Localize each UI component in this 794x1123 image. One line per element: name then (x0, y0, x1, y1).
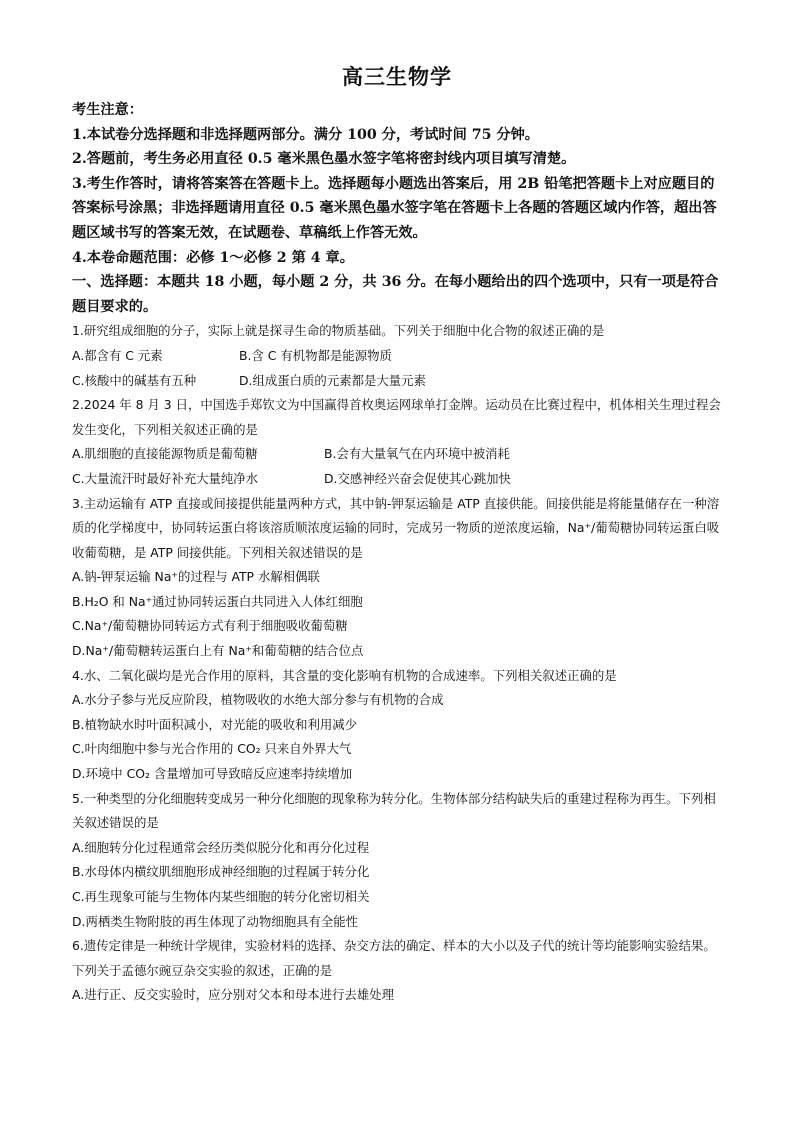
option-d: D.两栖类生物附肢的再生体现了动物细胞具有全能性 (72, 913, 359, 929)
question-stem: 2.2024 年 8 月 3 日，中国选手郑钦文为中国赢得首枚奥运网球单打金牌。运动员在比赛过程中，机体相关生理过程会发生变化，下列相关叙述正确的是 (72, 397, 721, 437)
option-d: D.Na⁺/葡萄糖转运蛋白上有 Na⁺和葡萄糖的结合位点 (72, 643, 364, 659)
option-a: A.都含有 C 元素 (72, 347, 163, 363)
question-stem: 5.一种类型的分化细胞转变成另一种分化细胞的现象称为转分化。生物体部分结构缺失后的重建过程称为再生。下列相关叙述错误的是 (72, 790, 716, 831)
notice-block (72, 98, 722, 270)
page-title: 高三生物学 (342, 64, 452, 89)
option-row (72, 344, 722, 369)
option-a: A.细胞转分化过程通常会经历类似脱分化和再分化过程 (72, 839, 370, 855)
option-c: C.Na⁺/葡萄糖协同转运方式有利于细胞吸收葡萄糖 (72, 618, 348, 634)
option-c: C.再生现象可能与生物体内某些细胞的转分化密切相关 (72, 889, 370, 904)
option-d: D.组成蛋白质的元素都是大量元素 (239, 372, 426, 388)
question-stem: 6.遗传定律是一种统计学规律，实验材料的选择、杂交方法的确定、样本的大小以及子代的统计等均能影响实验结果。下列关于孟德尔豌豆杂交实验的叙述，正确的是 (72, 938, 716, 978)
option-row (72, 369, 722, 394)
option-a: A.钠-钾泵运输 Na⁺的过程与 ATP 水解相偶联 (72, 569, 320, 585)
option-d: D.环境中 CO₂ 含量增加可导致暗反应速率持续增加 (72, 766, 353, 782)
question-1 (72, 319, 722, 393)
notice-item-1: 1.本试卷分选择题和非选择题两部分。满分 100 分，考试时间 75 分钟。 (72, 126, 539, 143)
option-b: B.植物缺水时叶面积减小，对光能的吸收和利用减少 (72, 716, 358, 732)
question-stem: 3.主动运输有 ATP 直接或间接提供能量两种方式，其中钠-钾泵运输是 ATP 直接供能。间接供能是将能量储存在一种溶质的化学梯度中，协同转运蛋白将该溶质顺浓度运输的同时，完成另一物质的逆浓度运输，Na⁺/葡萄糖协同转运蛋白吸收葡萄糖，是 ATP 间接供能。下列相关叙述错误的是 (72, 495, 720, 560)
notice-item-2: 2.答题前，考生务必用直径 0.5 毫米黑色墨水签字笔将密封线内项目填写清楚。 (72, 151, 576, 168)
option-c: C.叶肉细胞中参与光合作用的 CO₂ 只来自外界大气 (72, 741, 352, 757)
option-a: A.肌细胞的直接能源物质是葡萄糖 (72, 446, 258, 462)
question-6 (72, 934, 722, 1008)
option-b: B.会有大量氧气在内环境中被消耗 (324, 446, 510, 462)
option-a: A.进行正、反交实验时，应分别对父本和母本进行去雄处理 (72, 987, 394, 1003)
notice-item-3: 3.考生作答时，请将答案答在答题卡上。选择题每小题选出答案后，用 2B 铅笔把答题卡上对应题目的答案标号涂黑；非选择题请用直径 0.5 毫米黑色墨水签字笔在答题卡上各题的答题区域内作答，超出答题区域书写的答案无效，在试题卷、草稿纸上作答无效。 (72, 175, 717, 241)
notice-heading: 考生注意： (72, 102, 143, 118)
option-a: A.水分子参与光反应阶段，植物吸收的水绝大部分参与有机物的合成 (72, 692, 444, 708)
question-3 (72, 492, 722, 664)
question-2 (72, 393, 722, 491)
option-row (72, 467, 722, 492)
option-b: B.水母体内横纹肌细胞形成神经细胞的过程属于转分化 (72, 864, 370, 880)
option-c: C.核酸中的碱基有五种 (72, 372, 197, 388)
option-b: B.含 C 有机物都是能源物质 (239, 347, 392, 363)
question-5 (72, 787, 722, 935)
question-stem: 1.研究组成细胞的分子，实际上就是探寻生命的物质基础。下列关于细胞中化合物的叙述正确的是 (72, 323, 605, 339)
option-row (72, 442, 722, 467)
question-stem: 4.水、二氧化碳均是光合作用的原料，其含量的变化影响有机物的合成速率。下列相关叙述正确的是 (72, 667, 617, 683)
question-4 (72, 664, 722, 787)
exam-page (72, 62, 722, 1008)
option-c: C.大量流汗时最好补充大量纯净水 (72, 470, 259, 486)
section-heading: 一、选择题：本题共 18 小题，每小题 2 分，共 36 分。在每小题给出的四个选项中，只有一项是符合题目要求的。 (72, 274, 719, 315)
notice-item-4: 4.本卷命题范围：必修 1～必修 2 第 4 章。 (72, 249, 354, 266)
option-d: D.交感神经兴奋会促使其心跳加快 (324, 470, 511, 486)
option-b: B.H₂O 和 Na⁺通过协同转运蛋白共同进入人体红细胞 (72, 593, 363, 609)
